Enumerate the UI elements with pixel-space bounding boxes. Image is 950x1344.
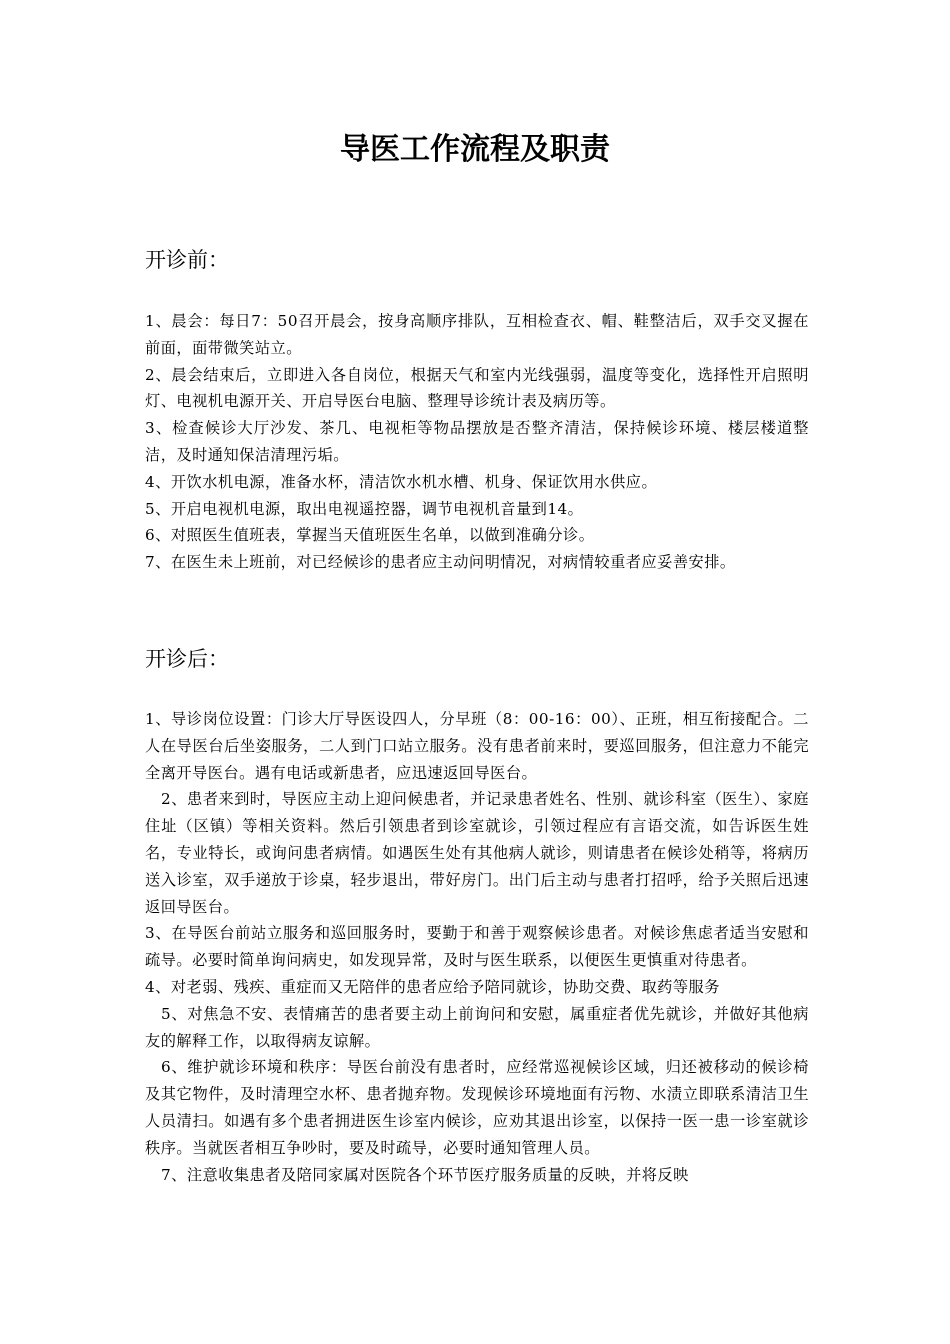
pre-opening-item-4: 4、开饮水机电源，准备水杯，清洁饮水机水槽、机身、保证饮用水供应。 — [145, 472, 658, 491]
pre-opening-item-3: 3、检查候诊大厅沙发、茶几、电视柜等物品摆放是否整齐清洁，保持候诊环境、楼层楼道整洁，及时通知保洁清理污垢。 — [145, 419, 809, 464]
post-opening-item-2: 2、患者来到时，导医应主动上迎问候患者，并记录患者姓名、性别、就诊科室（医生）、家庭住址（区镇）等相关资料。然后引领患者到诊室就诊，引领过程应有言语交流，如告诉医生姓名，专业特长，或询问患者病情。如遇医生处有其他病人就诊，则请患者在候诊处稍等，将病历送入诊室，双手递放于诊桌，轻步退出，带好房门。出门后主动与患者打招呼，给予关照后迅速返回导医台。 — [145, 790, 809, 916]
section-heading-pre-opening: 开诊前： — [145, 248, 229, 272]
post-opening-item-5: 5、对焦急不安、表情痛苦的患者要主动上前询问和安慰，属重症者优先就诊，并做好其他病友的解释工作，以取得病友谅解。 — [145, 1004, 809, 1050]
post-opening-item-6: 6、维护就诊环境和秩序：导医台前没有患者时，应经常巡视候诊区域，归还被移动的候诊椅及其它物件，及时清理空水杯、患者抛弃物。发现候诊环境地面有污物、水渍立即联系清洁卫生人员清扫。如遇有多个患者拥进医生诊室内候诊，应劝其退出诊室，以保持一医一患一诊室就诊秩序。当就医者相互争吵时，要及时疏导，必要时通知管理人员。 — [145, 1058, 809, 1157]
post-opening-item-7: 7、注意收集患者及陪同家属对医院各个环节医疗服务质量的反映，并将反映 — [161, 1165, 689, 1184]
document-title: 导医工作流程及职责 — [340, 132, 610, 167]
post-opening-item-1: 1、导诊岗位设置：门诊大厅导医设四人，分早班（8：00-16：00）、正班，相互衔接配合。二人在导医台后坐姿服务，二人到门口站立服务。没有患者前来时，要巡回服务，但注意力不能完全离开导医台。遇有电话或新患者，应迅速返回导医台。 — [145, 710, 809, 782]
post-opening-item-4: 4、对老弱、残疾、重症而又无陪伴的患者应给予陪同就诊，协助交费、取药等服务 — [145, 977, 720, 996]
pre-opening-item-7: 7、在医生未上班前，对已经候诊的患者应主动问明情况，对病情较重者应妥善安排。 — [145, 553, 736, 572]
pre-opening-item-1: 1、晨会：每日7：50召开晨会，按身高顺序排队，互相检查衣、帽、鞋整洁后，双手交叉握在前面，面带微笑站立。 — [145, 312, 809, 357]
pre-opening-item-6: 6、对照医生值班表，掌握当天值班医生名单，以做到准确分诊。 — [145, 526, 595, 545]
section-body-pre-opening — [145, 308, 809, 576]
post-opening-item-3: 3、在导医台前站立服务和巡回服务时，要勤于和善于观察候诊患者。对候诊焦虑者适当安慰和疏导。必要时简单询问病史，如发现异常，及时与医生联系，以便医生更慎重对待患者。 — [145, 924, 809, 970]
pre-opening-item-5: 5、开启电视机电源，取出电视遥控器，调节电视机音量到14。 — [145, 499, 584, 518]
section-body-post-opening — [145, 706, 809, 1188]
section-heading-post-opening: 开诊后： — [145, 647, 229, 671]
pre-opening-item-2: 2、晨会结束后，立即进入各自岗位，根据天气和室内光线强弱，温度等变化，选择性开启照明灯、电视机电源开关、开启导医台电脑、整理导诊统计表及病历等。 — [145, 365, 809, 411]
